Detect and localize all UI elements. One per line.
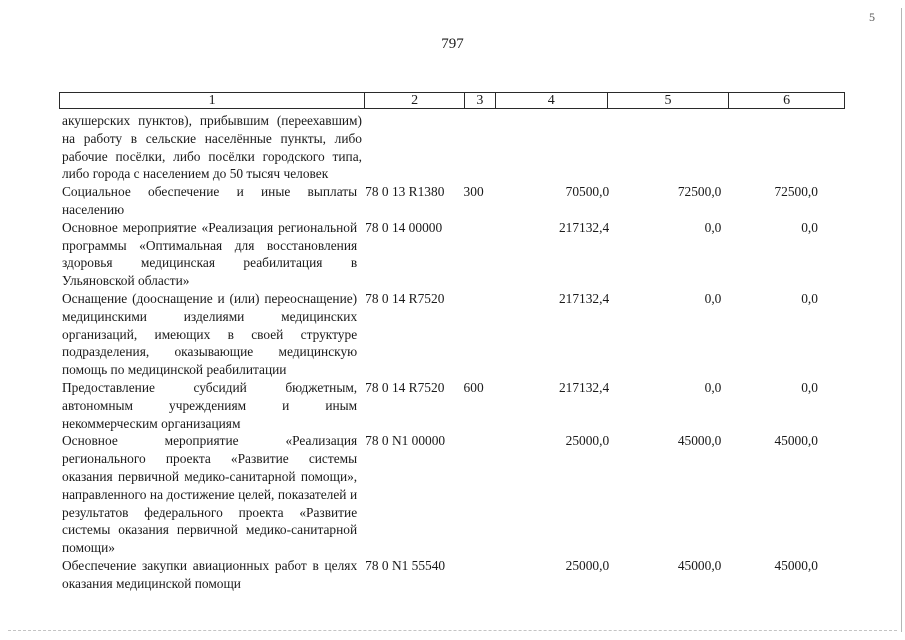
row-value-col5: 45000,0 [677,433,722,449]
row-description: акушерских пунктов), прибывшим (переехавшим) на работу в сельские населённые пункты, либо рабочие посёлки, либо посёлки городского типа, либо города с населением до 50 тысяч человек [62,113,362,182]
row-expense-type [464,557,494,593]
row-description: Обеспечение закупки авиационных работ в целях оказания медицинской помощи [62,557,358,591]
row-value-col4: 70500,0 [565,184,610,200]
table-body [62,112,842,593]
header-col-4: 4 [496,93,608,108]
row-value-col6: 0,0 [801,290,818,306]
header-col-1: 1 [60,93,365,108]
table-row [62,183,842,219]
row-value-col6: 45000,0 [774,433,818,449]
row-description: Основное мероприятие «Реализация регионального проекта «Развитие системы оказания первичной медико-санитарной помощи», направленного на достижение целей, показателей и результатов федерального проекта «Развитие системы оказания первичной медико-санитарной помощи» [62,433,358,556]
page-edge-bottom [8,630,897,631]
row-description: Основное мероприятие «Реализация региональной программы «Оптимальная для восстановления здоровья медицинская реабилитация в Ульяновской области» [62,219,358,289]
row-value-col5: 72500,0 [677,184,722,200]
row-code: 78 0 N1 00000 [365,433,446,449]
table-header [59,92,845,109]
row-value-col5: 0,0 [704,290,722,306]
row-value-col5: 45000,0 [677,557,722,573]
table-row-continuation [62,112,842,183]
row-value-col4: 217132,4 [558,290,610,306]
header-col-5: 5 [608,93,730,108]
row-value-col4: 25000,0 [565,433,610,449]
table-row [62,219,842,290]
table-row [62,432,842,557]
row-value-col5: 0,0 [704,219,722,235]
row-description: Предоставление субсидий бюджетным, автономным учреждениям и иным некоммерческим организациям [62,379,358,431]
row-expense-type [464,290,494,379]
row-value-col4: 217132,4 [558,379,610,395]
row-value-col4: 25000,0 [565,557,610,573]
row-expense-type [464,219,494,290]
row-code: 78 0 14 R7520 [365,290,445,306]
row-expense-type: 600 [463,379,484,395]
row-value-col6: 72500,0 [774,184,818,200]
page-edge-right [901,8,902,632]
header-col-2: 2 [365,93,465,108]
row-code: 78 0 N1 55540 [365,557,446,573]
page-number: 797 [441,36,464,52]
row-description: Социальное обеспечение и иные выплаты населению [62,184,358,217]
table-row [62,290,842,379]
row-expense-type [464,432,494,557]
row-expense-type: 300 [463,184,484,200]
table-row [62,379,842,432]
corner-mark: 5 [869,10,875,24]
row-value-col6: 0,0 [801,379,818,395]
header-col-6: 6 [783,93,791,108]
row-value-col5: 0,0 [704,379,722,395]
row-value-col4: 217132,4 [558,219,610,235]
row-description: Оснащение (дооснащение и (или) переоснащение) медицинскими изделиями медицинских организаций, имеющих в своей структуре подразделения, оказывающие медицинскую помощь по медицинской реабилитации [62,290,358,378]
table-row [62,557,842,593]
row-code: 78 0 14 00000 [365,219,443,235]
row-code: 78 0 14 R7520 [365,379,445,395]
row-value-col6: 45000,0 [774,557,818,573]
row-value-col6: 0,0 [801,219,818,235]
header-col-3: 3 [465,93,496,108]
row-code: 78 0 13 R1380 [365,184,445,200]
